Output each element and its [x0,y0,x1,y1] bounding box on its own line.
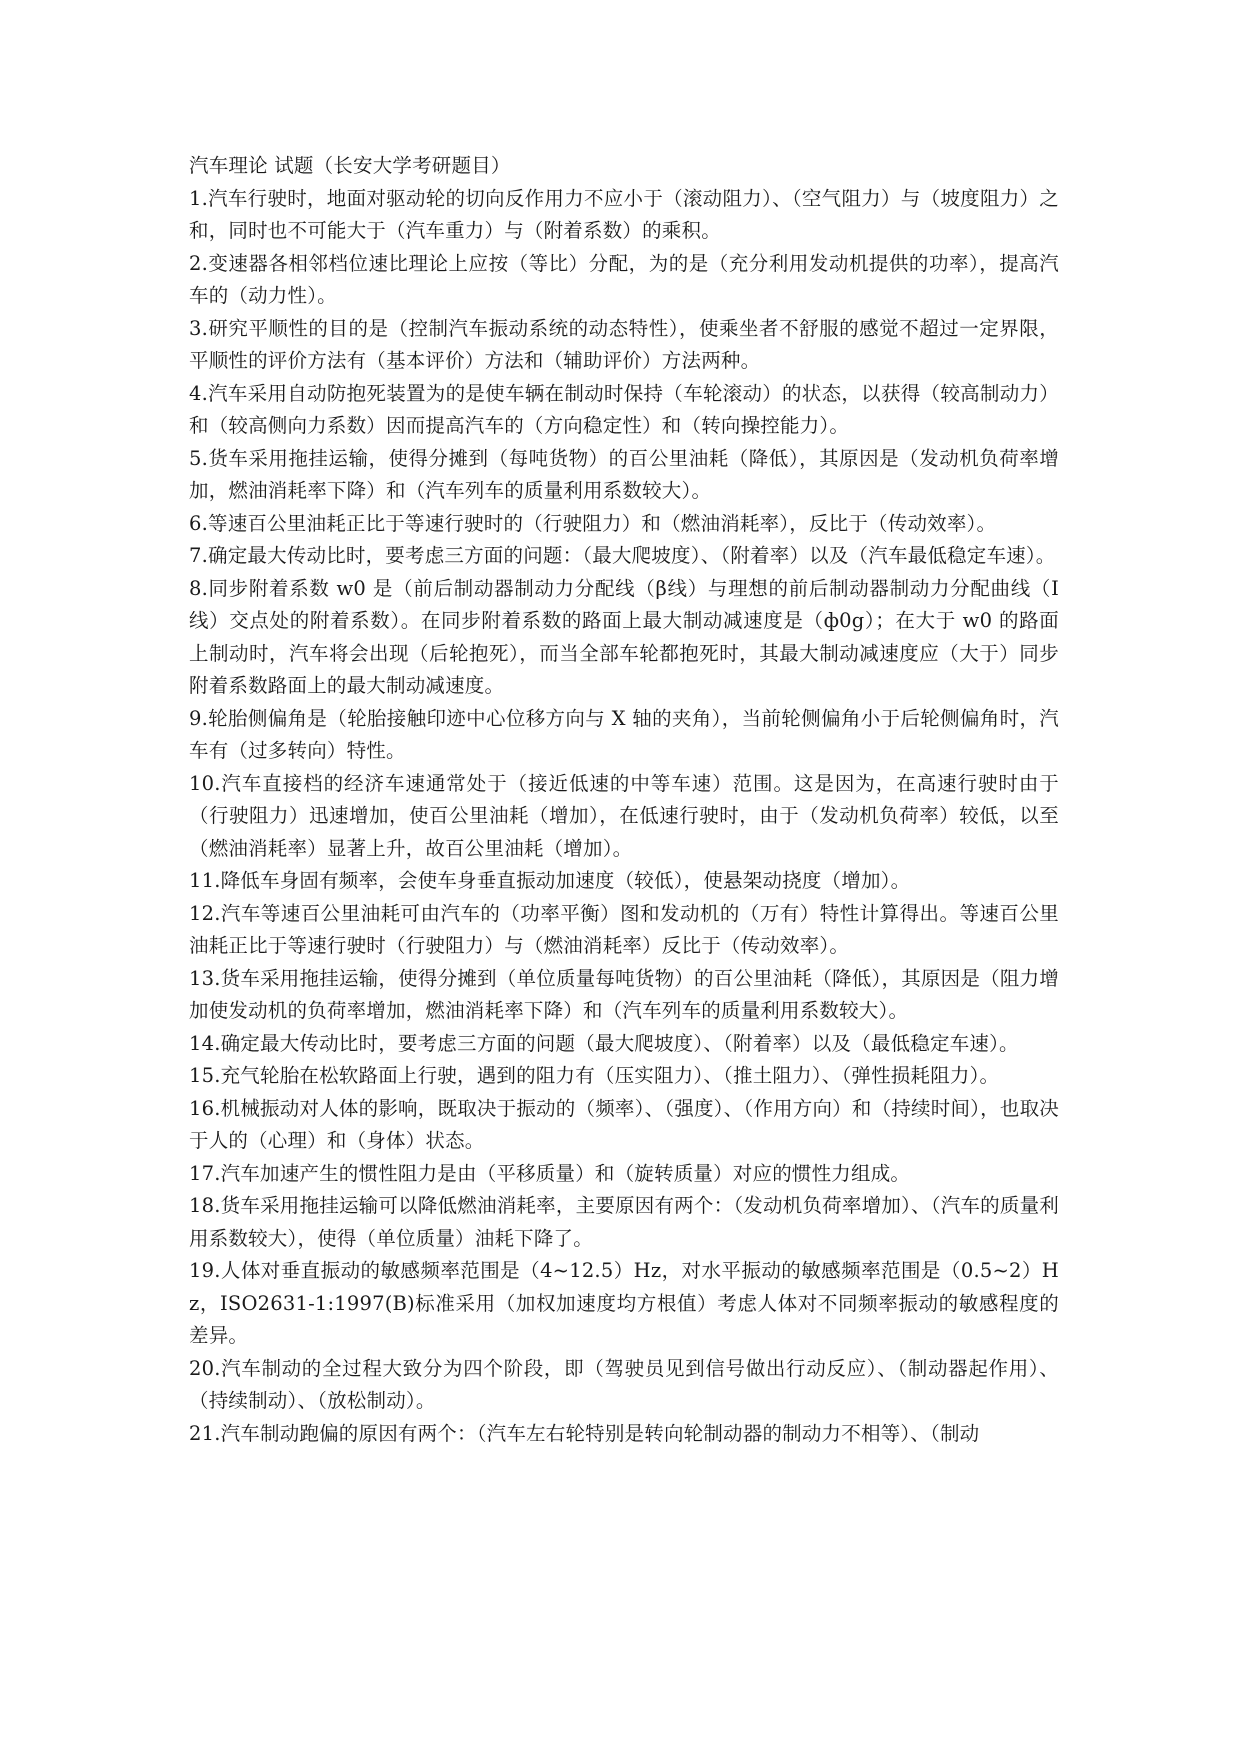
question-item: 14.确定最大传动比时，要考虑三方面的问题（最大爬坡度）、（附着率）以及（最低稳定车速）。 [189,1031,1019,1055]
question-item: 1.汽车行驶时，地面对驱动轮的切向反作用力不应小于（滚动阻力）、（空气阻力）与（坡度阻力）之和，同时也不可能大于（汽车重力）与（附着系数）的乘积。 [189,186,1059,242]
question-item: 2.变速器各相邻档位速比理论上应按（等比）分配，为的是（充分利用发动机提供的功率），提高汽车的（动力性）。 [189,251,1059,307]
question-item: 18.货车采用拖挂运输可以降低燃油消耗率，主要原因有两个：（发动机负荷率增加）、（汽车的质量利用系数较大），使得（单位质量）油耗下降了。 [189,1194,1059,1250]
document-title: 汽车理论 试题（长安大学考研题目） [189,154,511,177]
question-item: 10.汽车直接档的经济车速通常处于（接近低速的中等车速）范围。这是因为，在高速行驶时由于（行驶阻力）迅速增加，使百公里油耗（增加），在低速行驶时，由于（发动机负荷率）较低，以至（燃油消耗率）显著上升，故百公里油耗（增加）。 [189,771,1059,860]
question-item: 3.研究平顺性的目的是（控制汽车振动系统的动态特性），使乘坐者不舒服的感觉不超过一定界限，平顺性的评价方法有（基本评价）方法和（辅助评价）方法两种。 [189,316,1059,372]
question-item: 20.汽车制动的全过程大致分为四个阶段，即（驾驶员见到信号做出行动反应）、（制动器起作用）、（持续制动）、（放松制动）。 [189,1356,1059,1412]
question-item: 16.机械振动对人体的影响，既取决于振动的（频率）、（强度）、（作用方向）和（持续时间），也取决于人的（心理）和（身体）状态。 [189,1096,1059,1152]
question-item: 7.确定最大传动比时，要考虑三方面的问题：（最大爬坡度）、（附着率）以及（汽车最低稳定车速）。 [189,544,1056,567]
question-item: 6.等速百公里油耗正比于等速行驶时的（行驶阻力）和（燃油消耗率），反比于（传动效率）。 [189,511,997,535]
question-item: 8.同步附着系数 w0 是（前后制动器制动力分配线（β线）与理想的前后制动器制动力分配曲线（I 线）交点处的附着系数）。在同步附着系数的路面上最大制动减速度是（ф0g）；在大于 w0 的路面上制动时，汽车将会出现（后轮抱死），而当全部车轮都抱死时，其最大制动减速度应（大于）同步附着系数路面上的最大制动减速度。 [189,576,1059,697]
question-item: 4.汽车采用自动防抱死装置为的是使车辆在制动时保持（车轮滚动）的状态，以获得（较高制动力）和（较高侧向力系数）因而提高汽车的（方向稳定性）和（转向操控能力）。 [189,381,1059,437]
question-item: 12.汽车等速百公里油耗可由汽车的（功率平衡）图和发动机的（万有）特性计算得出。等速百公里油耗正比于等速行驶时（行驶阻力）与（燃油消耗率）反比于（传动效率）。 [189,901,1059,957]
question-item: 19.人体对垂直振动的敏感频率范围是（4~12.5）Hz，对水平振动的敏感频率范围是（0.5~2）Hz，ISO2631-1:1997(B)标准采用（加权加速度均方根值）考虑人体对不同频率振动的敏感程度的差异。 [189,1259,1059,1347]
question-item: 17.汽车加速产生的惯性阻力是由（平移质量）和（旋转质量）对应的惯性力组成。 [189,1161,911,1185]
question-item: 15.充气轮胎在松软路面上行驶，遇到的阻力有（压实阻力）、（推土阻力）、（弹性损耗阻力）。 [189,1064,1000,1087]
question-item: 9.轮胎侧偏角是（轮胎接触印迹中心位移方向与 X 轴的夹角），当前轮侧偏角小于后轮侧偏角时，汽车有（过多转向）特性。 [189,706,1059,762]
question-item: 5.货车采用拖挂运输，使得分摊到（每吨货物）的百公里油耗（降低），其原因是（发动机负荷率增加，燃油消耗率下降）和（汽车列车的质量利用系数较大）。 [189,446,1059,502]
document-page [189,150,1059,1450]
question-item: 11.降低车身固有频率，会使车身垂直振动加速度（较低），使悬架动挠度（增加）。 [189,869,911,892]
question-item: 21.汽车制动跑偏的原因有两个：（汽车左右轮特别是转向轮制动器的制动力不相等）、（制动 [189,1421,980,1445]
question-item: 13.货车采用拖挂运输，使得分摊到（单位质量每吨货物）的百公里油耗（降低），其原因是（阻力增加使发动机的负荷率增加，燃油消耗率下降）和（汽车列车的质量利用系数较大）。 [189,966,1059,1022]
